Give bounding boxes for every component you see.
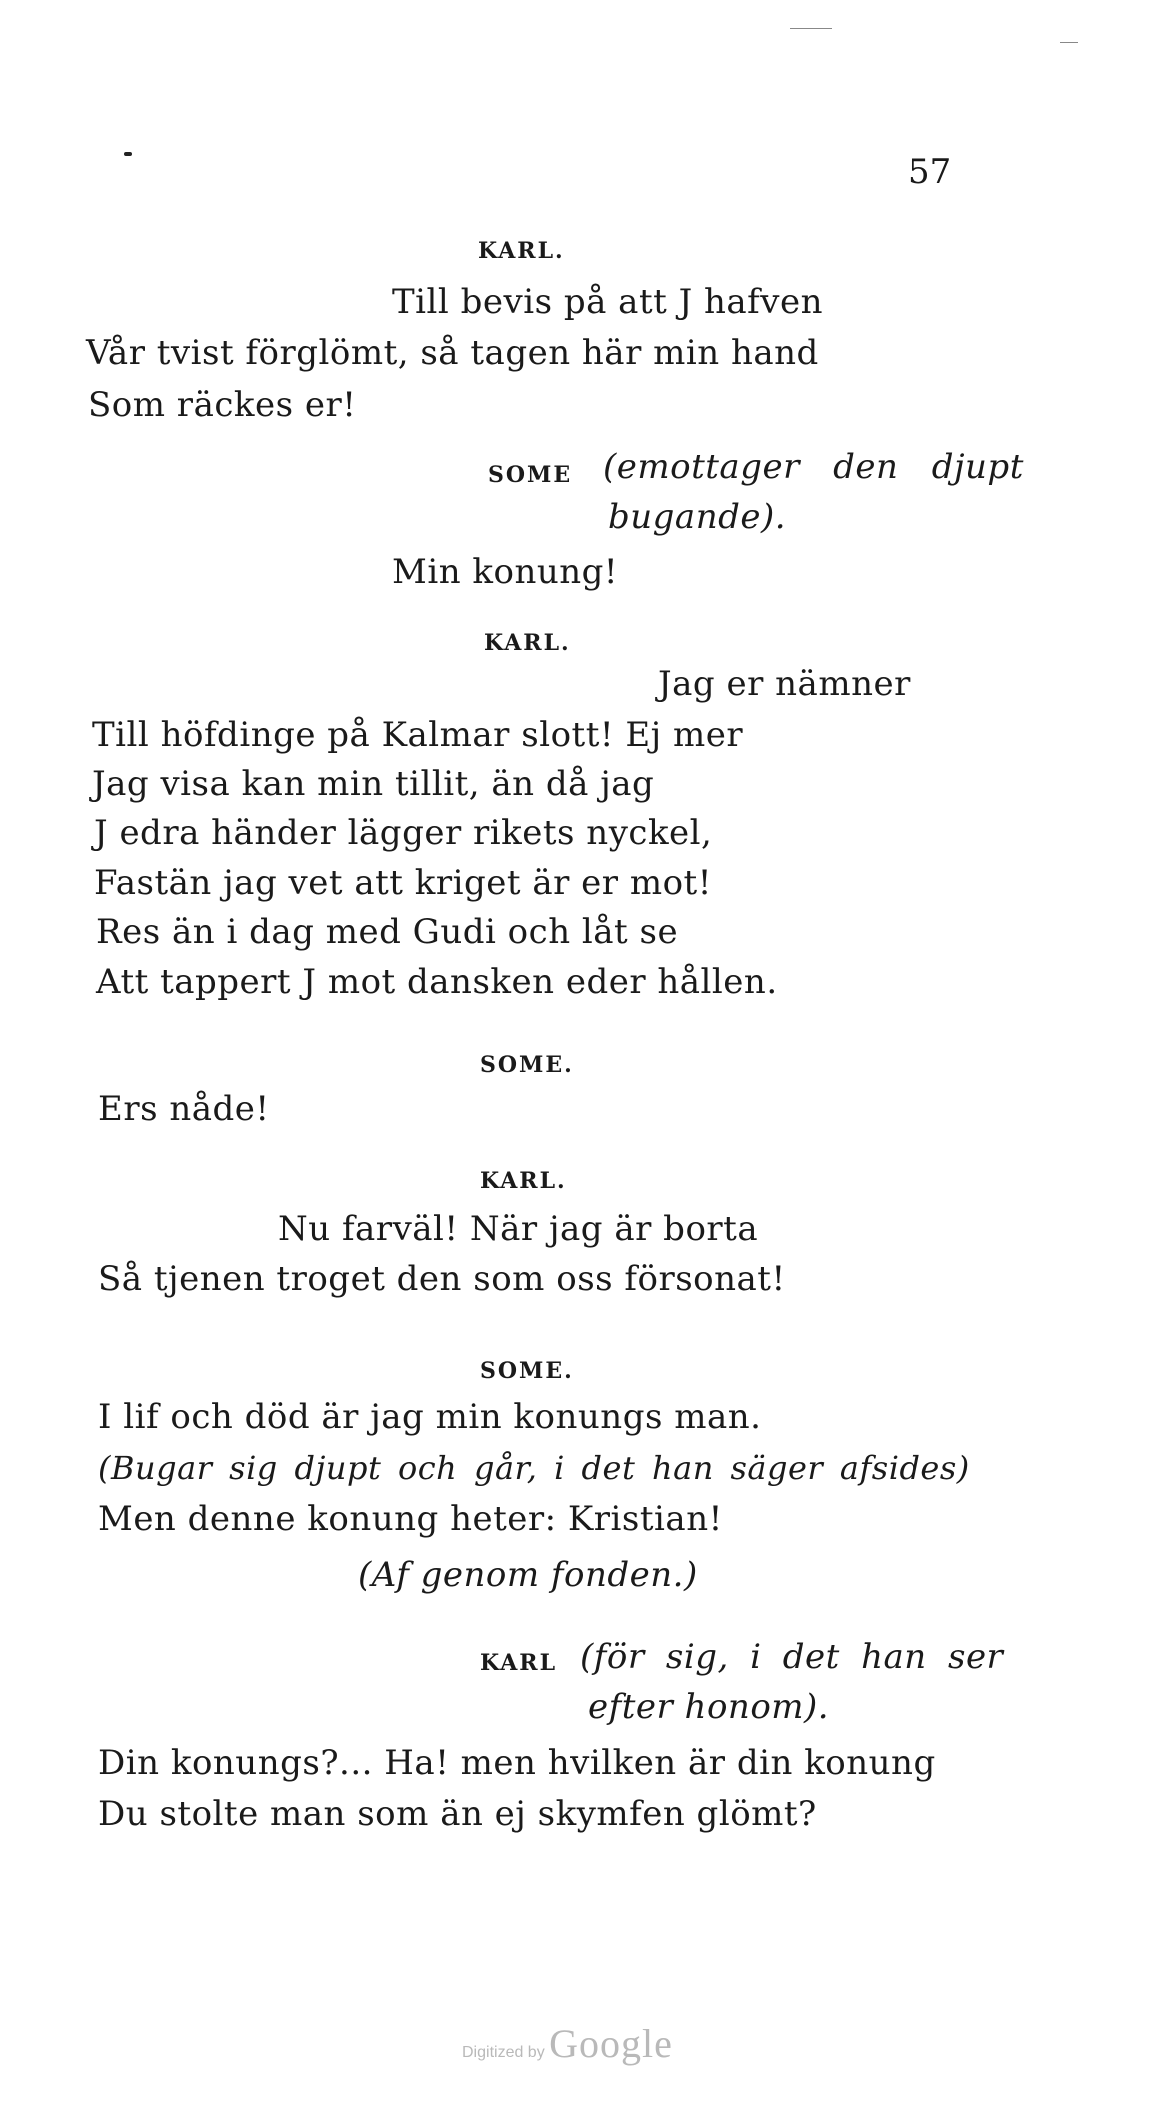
watermark-prefix: Digitized by	[462, 2044, 545, 2061]
verse-line: Nu farväl! När jag är borta	[278, 1209, 759, 1249]
speaker-some: SOME.	[480, 1052, 574, 1078]
verse-line: J edra händer lägger rikets nyckel,	[94, 813, 713, 853]
speaker-karl: KARL.	[478, 238, 565, 264]
stage-direction: bugande).	[608, 497, 787, 537]
stage-direction: (Af genom fonden.)	[358, 1555, 698, 1595]
stage-direction: (för sig, i det han ser	[580, 1637, 1004, 1677]
verse-line: Som räckes er!	[88, 385, 357, 425]
scan-mark	[790, 28, 832, 29]
verse-line: Din konungs?... Ha! men hvilken är din konung	[98, 1743, 936, 1783]
stage-direction: (emottager den djupt	[603, 447, 1024, 487]
ink-speck	[124, 152, 132, 156]
stage-direction: efter honom).	[588, 1687, 830, 1727]
speaker-some: SOME	[488, 462, 573, 488]
digitized-by-google-watermark	[462, 2020, 673, 2067]
verse-line: Res än i dag med Gudi och låt se	[96, 912, 679, 952]
verse-line: Att tappert J mot dansken eder hållen.	[96, 962, 778, 1002]
speaker-karl: KARL.	[480, 1168, 567, 1194]
verse-line: Fastän jag vet att kriget är er mot!	[94, 863, 712, 903]
stage-direction: (Bugar sig djupt och går, i det han säger afsides)	[98, 1449, 970, 1487]
verse-line: Till höfdinge på Kalmar slott! Ej mer	[92, 715, 744, 755]
verse-line: Så tjenen troget den som oss försonat!	[98, 1259, 786, 1299]
verse-line: Jag visa kan min tillit, än då jag	[92, 764, 655, 804]
page-number: 57	[908, 152, 952, 192]
verse-line: I lif och död är jag min konungs man.	[98, 1397, 762, 1437]
google-logo: Google	[549, 2021, 673, 2066]
scan-mark	[1060, 42, 1078, 43]
verse-line: Men denne konung heter: Kristian!	[98, 1499, 723, 1539]
verse-line: Jag er nämner	[658, 664, 911, 704]
verse-line: Du stolte man som än ej skymfen glömt?	[98, 1794, 817, 1834]
speaker-karl: KARL.	[484, 630, 571, 656]
verse-line: Till bevis på att J hafven	[392, 282, 823, 322]
speaker-some: SOME.	[480, 1358, 574, 1384]
verse-line: Vår tvist förglömt, så tagen här min hand	[86, 333, 819, 373]
verse-line: Ers nåde!	[98, 1089, 270, 1129]
speaker-karl: KARL	[480, 1650, 558, 1676]
verse-line: Min konung!	[392, 552, 619, 592]
